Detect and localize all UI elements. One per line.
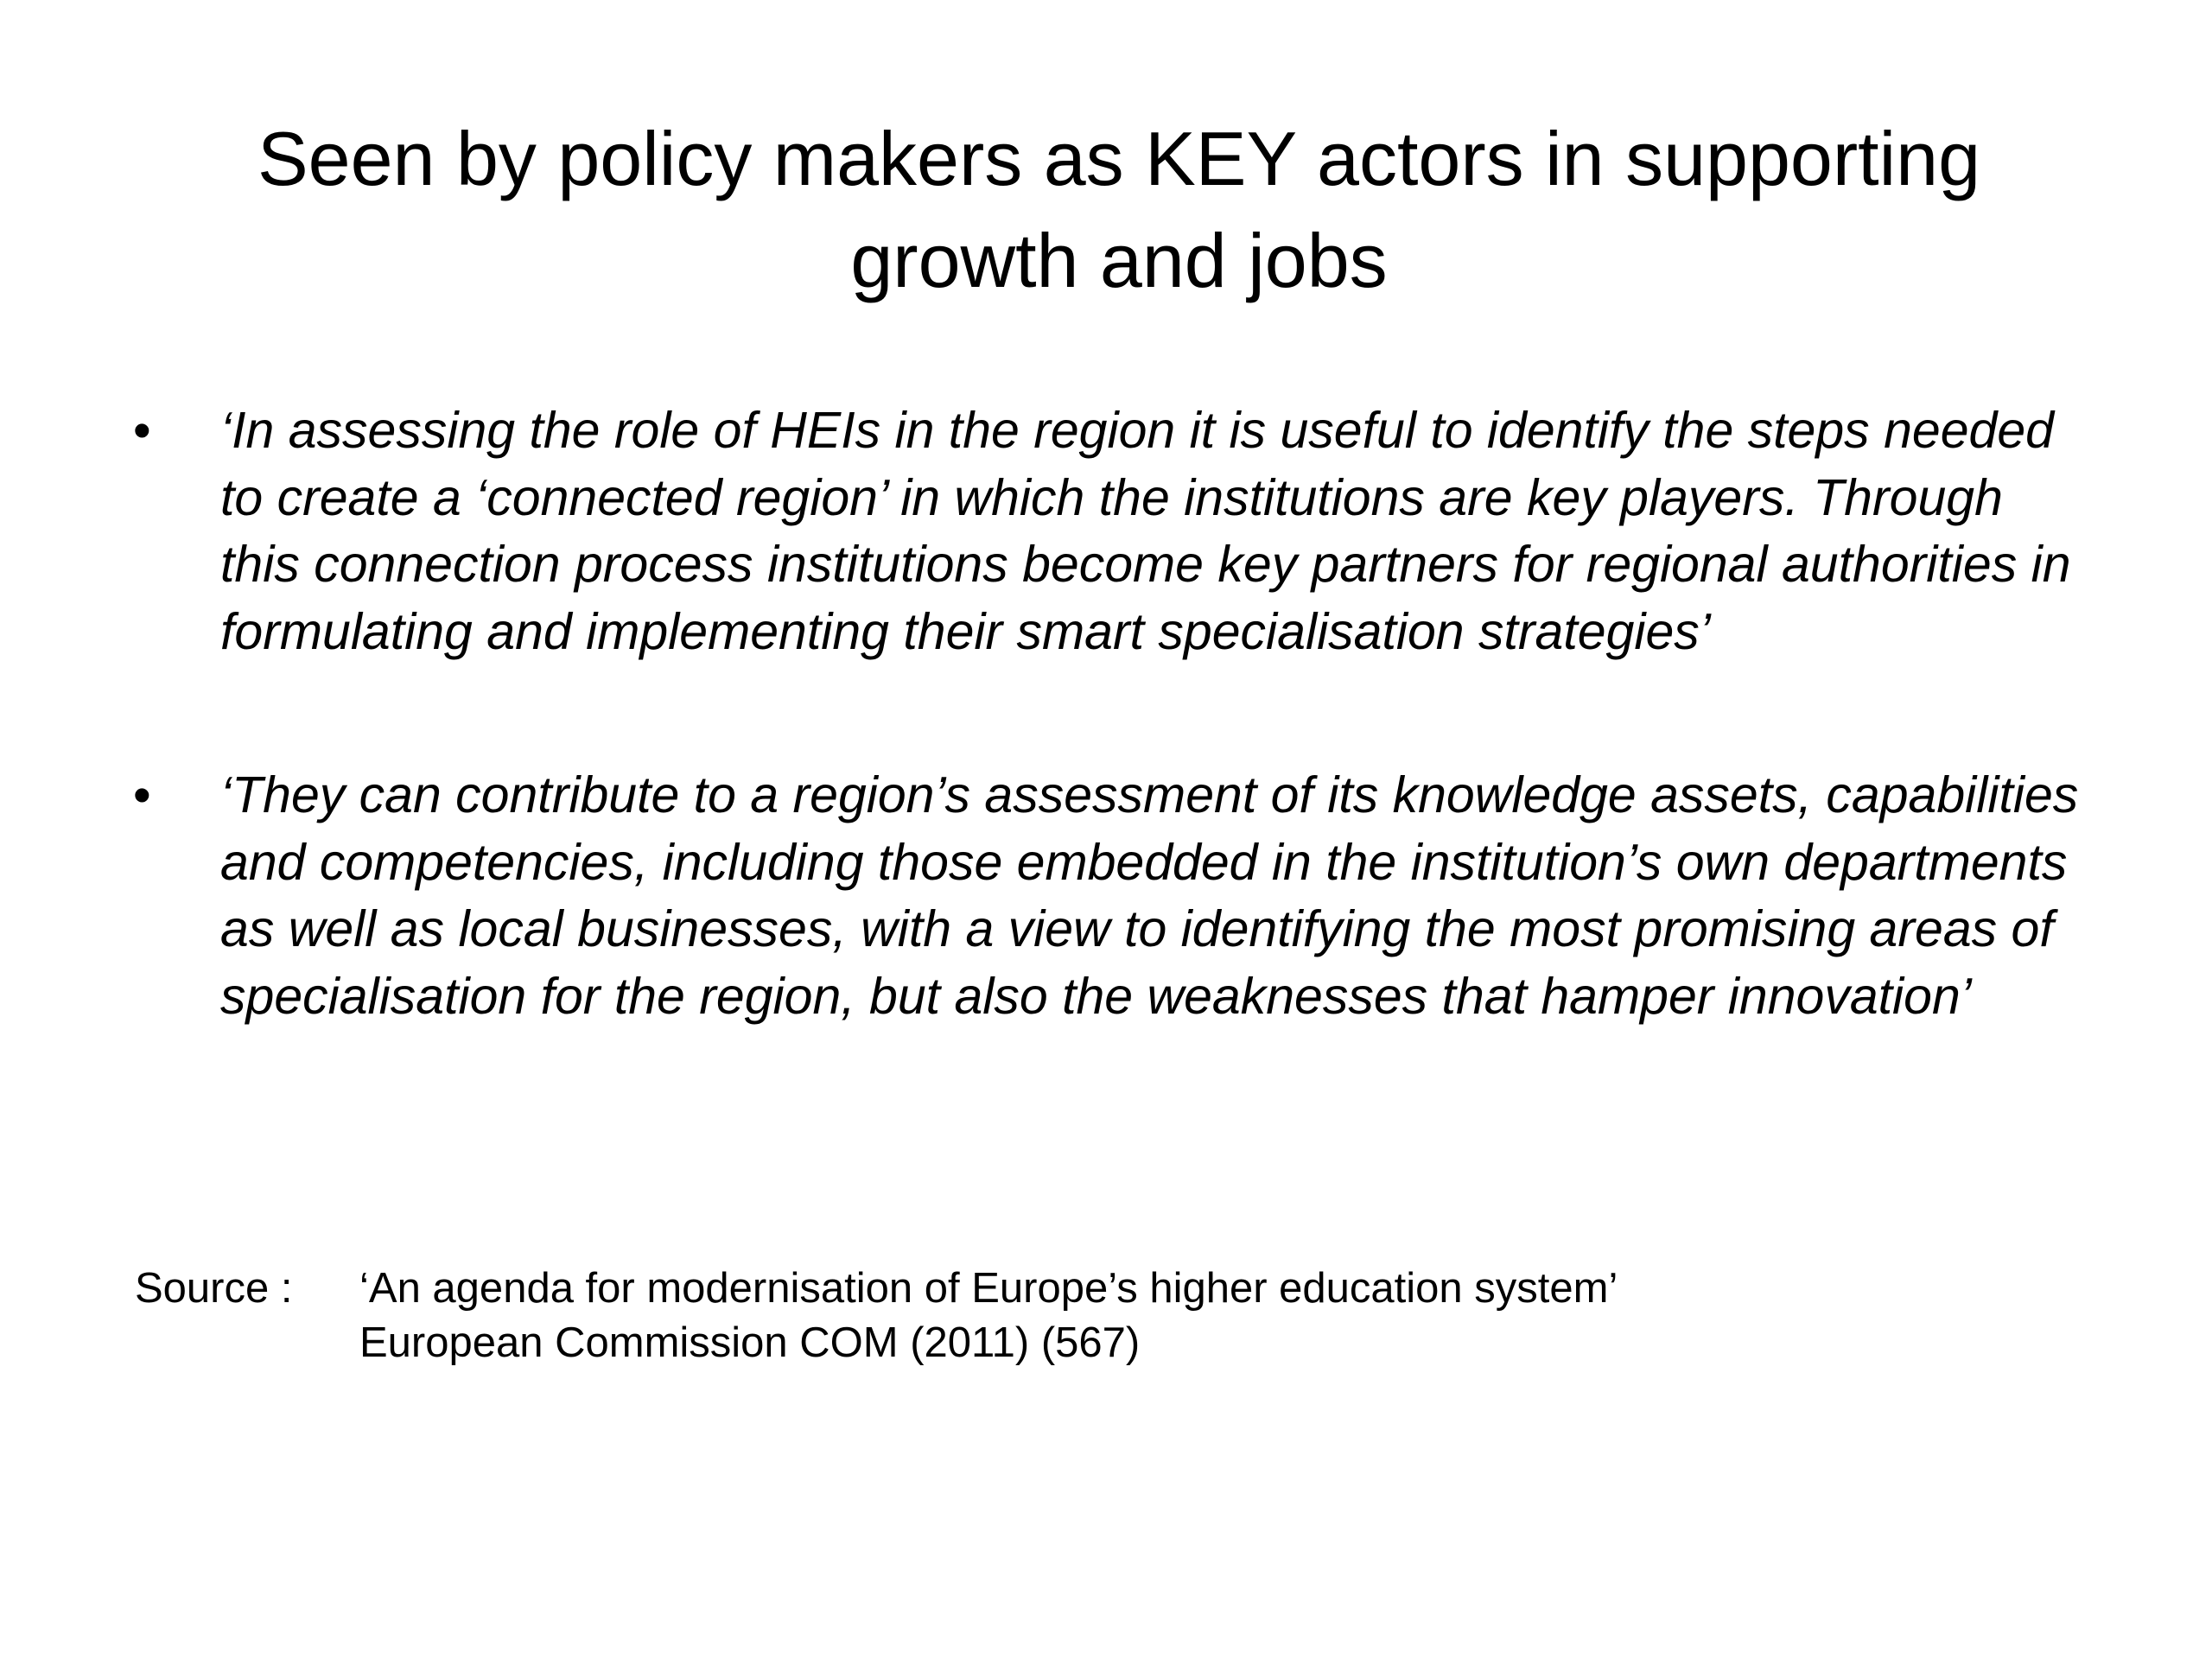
- bullet-item: [130, 397, 2082, 665]
- bullet-marker: •: [133, 766, 151, 823]
- slide-title: Seen by policy makers as KEY actors in supporting growth and jobs: [257, 116, 1981, 303]
- source-line-publisher: European Commission COM (2011) (567): [359, 1319, 1141, 1366]
- bullet-text: ‘They can contribute to a region’s assessment of its knowledge assets, capabilities and competencies, including those embedded in the institution’s own departments as well as local businesses, with a view to identifying the most promising areas of specialisation for the region, but also the weaknesses that hamper innovation’: [220, 766, 2079, 1025]
- bullet-item: [130, 762, 2082, 1030]
- bullet-text: ‘In assessing the role of HEIs in the region it is useful to identify the steps needed to create a ‘connected region’ in which the institutions are key players. Through this connection process institutions become key partners for regional authorities in formulating and implementing their smart specialisation strategies’: [220, 402, 2071, 660]
- source-label: Source :: [135, 1265, 293, 1312]
- bullet-marker: •: [133, 402, 151, 459]
- source-line-title: ‘An agenda for modernisation of Europe’s higher education system’: [359, 1265, 1618, 1312]
- bullet-list: [130, 397, 2082, 1127]
- source-reference: [359, 1262, 2001, 1370]
